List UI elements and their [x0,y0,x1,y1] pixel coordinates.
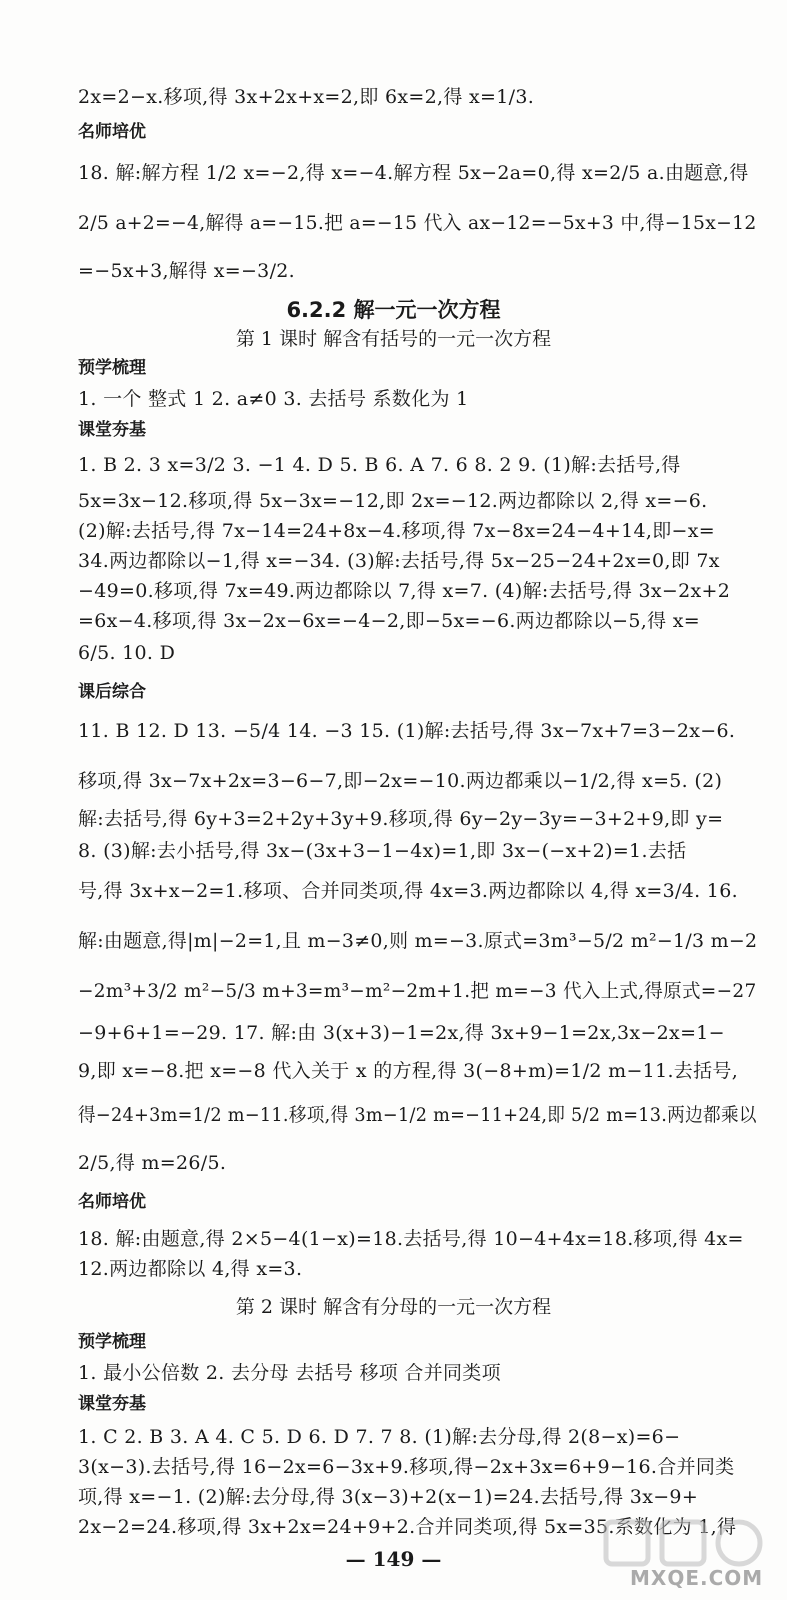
text-line: 项,得 x=−1. (2)解:去分母,得 3(x−3)+2(x−1)=24.去括号,得 3x−9+ [78,1486,699,1508]
text-line: −9+6+1=−29. 17. 解:由 3(x+3)−1=2x,得 3x+9−1=2x,3x−2x=1− [78,1022,725,1044]
text-line: 1. B 2. 3 x=3/2 3. −1 4. D 5. B 6. A 7. 6 8. 2 9. (1)解:去括号,得 [78,454,681,476]
text-line: 移项,得 3x−7x+2x=3−6−7,即−2x=−10.两边都乘以−1/2,得 x=5. (2) [78,770,723,792]
text-line: 11. B 12. D 13. −5/4 14. −3 15. (1)解:去括号,得 3x−7x+7=3−2x−6. [78,720,736,742]
text-line: 解:由题意,得|m|−2=1,且 m−3≠0,则 m=−3.原式=3m³−5/2 m²−1/3 m−2 [78,930,758,952]
text-line: 6/5. 10. D [78,642,176,664]
text-line: 1. 一个 整式 1 2. a≠0 3. 去括号 系数化为 1 [78,388,469,410]
subsection-heading: 课后综合 [78,682,146,702]
text-line: −2m³+3/2 m²−5/3 m+3=m³−m²−2m+1.把 m=−3 代入上式,得原式=−27 [78,980,757,1002]
subsection-heading: 名师培优 [78,1192,146,1212]
subsection-heading: 课堂夯基 [78,420,146,440]
lesson-1-title: 第 1 课时 解含有括号的一元一次方程 [235,328,552,350]
text-line: 2x−2=24.移项,得 3x+2x=24+9+2.合并同类项,得 5x=35.系数化为 1,得 [78,1516,737,1538]
text-line: 5x=3x−12.移项,得 5x−3x=−12,即 2x=−12.两边都除以 2,得 x=−6. [78,490,708,512]
watermark-text: MXQE.COM [630,1566,764,1590]
text-line: 34.两边都除以−1,得 x=−34. (3)解:去括号,得 5x−25−24+2x=0,即 7x [78,550,720,572]
text-line: 8. (3)解:去小括号,得 3x−(3x+3−1−4x)=1,即 3x−(−x+2)=1.去括 [78,840,687,862]
subsection-heading: 预学梳理 [78,1332,146,1352]
subsection-heading: 预学梳理 [78,358,146,378]
text-line: 18. 解:由题意,得 2×5−4(1−x)=18.去括号,得 10−4+4x=18.移项,得 4x= [78,1228,744,1250]
text-line: 号,得 3x+x−2=1.移项、合并同类项,得 4x=3.两边都除以 4,得 x=3/4. 16. [78,880,738,902]
subsection-heading: 课堂夯基 [78,1394,146,1414]
page-number: — 149 — [345,1547,442,1571]
text-line: 解:去括号,得 6y+3=2+2y+3y+9.移项,得 6y−2y−3y=−3+2+9,即 y= [78,808,724,830]
text-line: =−5x+3,解得 x=−3/2. [78,260,296,282]
text-line: 1. C 2. B 3. A 4. C 5. D 6. D 7. 7 8. (1)解:去分母,得 2(8−x)=6− [78,1426,681,1448]
text-line: 12.两边都除以 4,得 x=3. [78,1258,303,1280]
subsection-heading: 名师培优 [78,122,146,142]
text-line: =6x−4.移项,得 3x−2x−6x=−4−2,即−5x=−6.两边都除以−5,得 x= [78,610,700,632]
text-line: 2x=2−x.移项,得 3x+2x+x=2,即 6x=2,得 x=1/3. [78,86,535,108]
text-line: 18. 解:解方程 1/2 x=−2,得 x=−4.解方程 5x−2a=0,得 x=2/5 a.由题意,得 [78,162,749,184]
text-line: 得−24+3m=1/2 m−11.移项,得 3m−1/2 m=−11+24,即 5/2 m=13.两边都乘以 [78,1104,757,1126]
text-line: 9,即 x=−8.把 x=−8 代入关于 x 的方程,得 3(−8+m)=1/2 m−11.去括号, [78,1060,739,1082]
text-line: 1. 最小公倍数 2. 去分母 去括号 移项 合并同类项 [78,1362,501,1384]
text-line: 3(x−3).去括号,得 16−2x=6−3x+9.移项,得−2x+3x=6+9−16.合并同类 [78,1456,735,1478]
text-line: 2/5,得 m=26/5. [78,1152,227,1174]
section-title: 6.2.2 解一元一次方程 [286,298,501,322]
text-line: (2)解:去括号,得 7x−14=24+8x−4.移项,得 7x−8x=24−4+14,即−x= [78,520,715,542]
text-line: 2/5 a+2=−4,解得 a=−15.把 a=−15 代入 ax−12=−5x+3 中,得−15x−12 [78,212,757,234]
text-line: −49=0.移项,得 7x=49.两边都除以 7,得 x=7. (4)解:去括号,得 3x−2x+2 [78,580,731,602]
lesson-2-title: 第 2 课时 解含有分母的一元一次方程 [235,1296,552,1318]
